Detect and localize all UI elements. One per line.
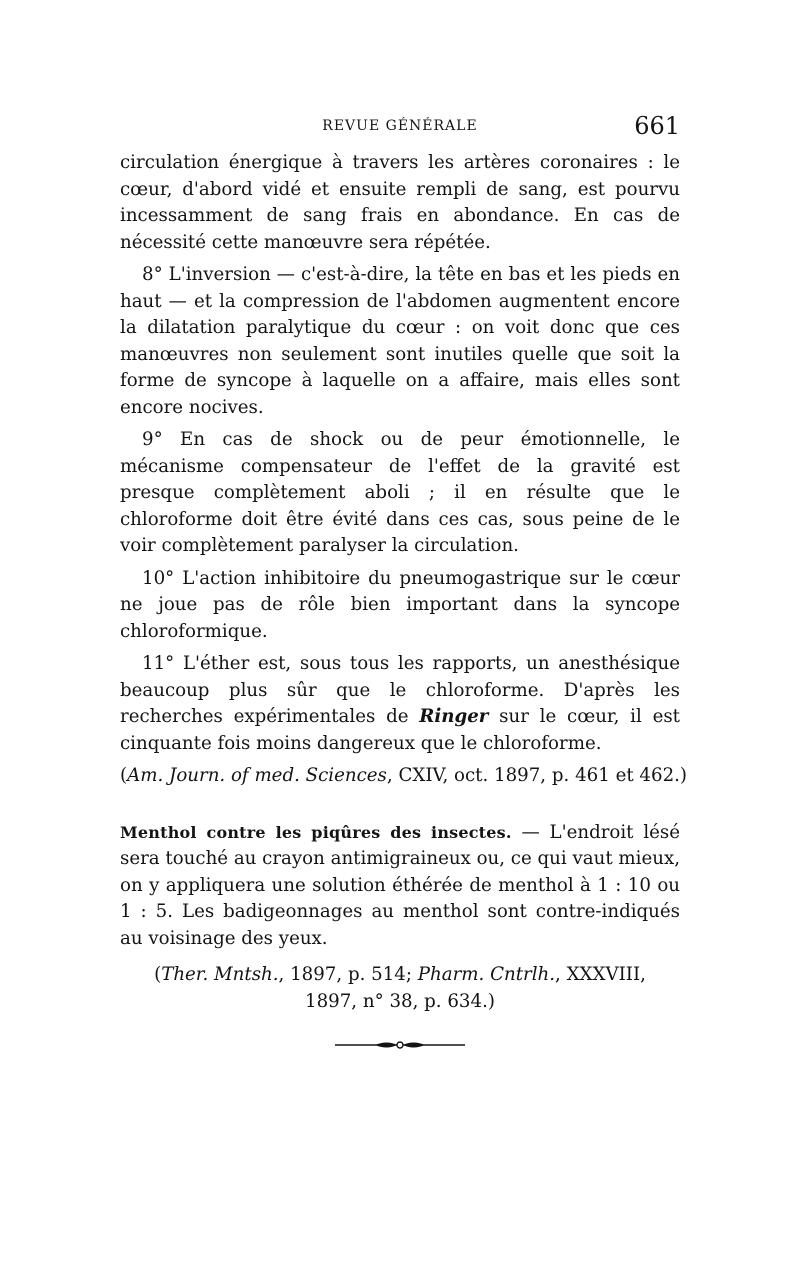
paragraph-11 xyxy=(120,651,680,757)
page-header xyxy=(120,112,680,144)
paragraph-10: 10° L'action inhibitoire du pneumogastrique sur le cœur ne joue pas de rôle bien important dans la syncope chloroformique. xyxy=(120,567,680,642)
paragraph-8: 8° L'inversion — c'est-à-dire, la tête en bas et les pieds en haut — et la compression de l'abdomen augmentent encore la dilatation paralytique du cœur : on voit donc que ces manœuvres non seulement sont inutiles quelle que soit la forme de syncope à laquelle on a affaire, mais elles sont encore nocives. xyxy=(120,264,680,418)
citation-2-rest: , XXXVIII, xyxy=(555,964,646,985)
running-head: REVUE GÉNÉRALE xyxy=(322,118,478,134)
paragraph-menthol xyxy=(120,820,680,953)
citation-2-journal-1: Ther. Mntsh. xyxy=(161,964,279,985)
paragraph-11-text-a: 11° L'éther est, sous tous les rapports, un anesthésique beaucoup plus sûr que le chloroforme. D'après les recherches expérimentales de xyxy=(120,653,680,727)
page-number: 661 xyxy=(634,112,680,140)
section-menthol xyxy=(120,820,680,1016)
citation-1 xyxy=(120,763,688,790)
section-title: Menthol contre les piqûres des insectes. xyxy=(120,822,512,842)
author-name-ringer: Ringer xyxy=(419,706,489,727)
ornament-rule-icon xyxy=(335,1039,465,1051)
body-text xyxy=(120,150,688,1051)
citation-1-journal: Am. Journ. of med. Sciences xyxy=(127,765,387,786)
paragraph-11-text-b: sur le cœur, il est cinquante fois moins dangereux que le chloroforme. xyxy=(120,706,680,754)
ornament-divider xyxy=(120,1039,680,1051)
citation-1-rest: , CXIV, oct. 1897, p. 461 et 462.) xyxy=(386,765,688,786)
citation-2 xyxy=(120,962,680,1015)
citation-2-line-2: 1897, n° 38, p. 634.) xyxy=(305,990,495,1012)
citation-2-mid: , 1897, p. 514; xyxy=(278,964,418,985)
citation-1-open: ( xyxy=(120,765,128,786)
paragraph-continuation: circulation énergique à travers les artères coronaires : le cœur, d'abord vidé et ensuite rempli de sang, est pourvu incessamment de sang frais en abondance. En cas de nécessité cette manœuvre sera répétée. xyxy=(120,152,680,253)
citation-2-journal-2: Pharm. Cntrlh. xyxy=(417,964,556,985)
citation-2-open: ( xyxy=(154,964,162,985)
section-text: — L'endroit lésé sera touché au crayon antimigraineux ou, ce qui vaut mieux, on y appliquera une solution éthérée de menthol à 1 : 10 ou 1 : 5. Les badigeonnages au menthol sont contre-indiqués au voisinage des yeux. xyxy=(120,821,680,949)
paragraph-9: 9° En cas de shock ou de peur émotionnelle, le mécanisme compensateur de l'effet de la gravité est presque complètement aboli ; il en résulte que le chloroforme doit être évité dans ces cas, sous peine de le voir complètement paralyser la circulation. xyxy=(120,429,680,556)
